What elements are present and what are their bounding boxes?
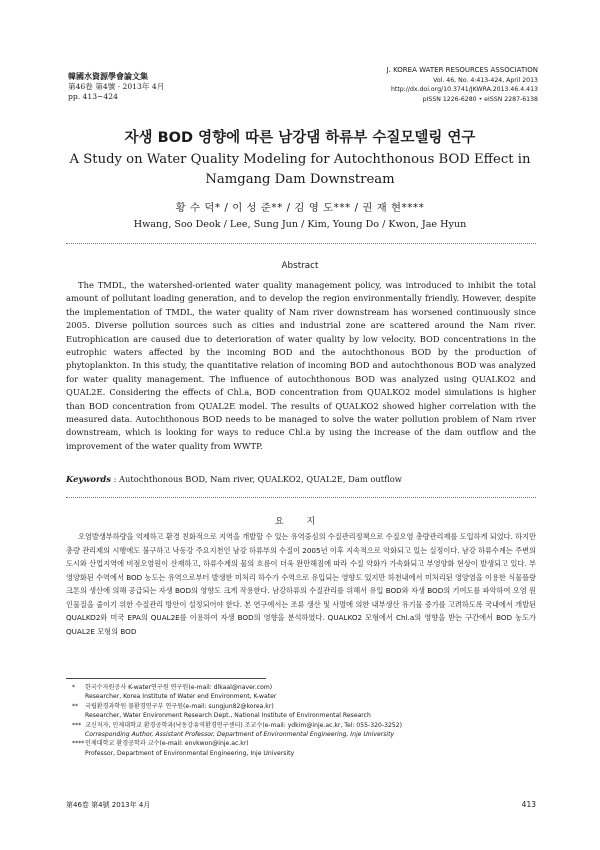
page-range: pp. 413~424 (68, 92, 118, 101)
top-divider (66, 243, 536, 244)
journal-name-english: J. KOREA WATER RESOURCES ASSOCIATION (386, 66, 538, 74)
footnote-english: Professor, Department of Environmental Engineering, Inje University (85, 749, 295, 757)
mid-divider (66, 497, 536, 498)
authors-english: Hwang, Soo Deok / Lee, Sung Jun / Kim, Young Do / Kwon, Jae Hyun (133, 219, 467, 230)
page-number: 413 (521, 800, 536, 809)
doi-link[interactable]: http://dx.doi.org/10.3741/JKWRA.2013.46.4.413 (390, 86, 538, 94)
header-right (387, 66, 538, 104)
footnote-mark: **** (72, 740, 85, 748)
abstract-heading: Abstract (281, 261, 319, 271)
keywords (66, 474, 536, 484)
journal-name-korean: 韓國水資源學會論文集 (68, 71, 148, 81)
title-korean: 자생 BOD 영향에 따른 남강댐 하류부 수질모델링 연구 (124, 130, 476, 146)
footnotes (72, 683, 542, 758)
footnote (72, 721, 542, 740)
footnote (72, 702, 542, 721)
footnote-korean: 인제대학교 환경공학과 교수(e-mail: envkwon@inje.ac.kr) (85, 740, 249, 748)
title-english: A Study on Water Quality Modeling for Autochthonous BOD Effect in Namgang Dam Downstream (69, 152, 531, 187)
footnote-english: Researcher, Water Environment Research Dept., National Institute of Environmental Research (85, 712, 371, 720)
footnote-divider (66, 678, 266, 679)
keywords-list: Autochthonous BOD, Nam river, QUALKO2, QUAL2E, Dam outflow (119, 474, 402, 484)
footnote-mark: * (72, 684, 76, 691)
footnote-english: Corresponding Author, Assistant Professor, Department of Environmental Engineering, Inje University (85, 731, 395, 739)
authors-korean: 황 수 덕* / 이 성 준** / 김 영 도*** / 권 재 현**** (175, 202, 425, 214)
volume-info: Vol. 46, No. 4:413-424, April 2013 (433, 76, 538, 84)
footnote-korean: 국립환경과학원 물환경연구부 연구원(e-mail: sungjun82@korea.kr) (85, 702, 274, 710)
footnote-mark: ** (72, 702, 79, 710)
issue-info: 第46卷 第4號 · 2013年 4月 (68, 81, 165, 91)
issn-info: pISSN 1226-6280 • eISSN 2287-6138 (422, 95, 538, 103)
footnote-mark: *** (72, 721, 82, 729)
header-left (68, 71, 164, 103)
footnote-korean: 교신저자, 인제대학교 환경공학과(낙동강유역환경연구센터) 조교수(e-mail: ydkim@inje.ac.kr, Tel: 055-320-3252) (85, 721, 402, 729)
korean-abstract-heading: 요 지 (274, 517, 326, 527)
abstract-text: The TMDL, the watershed-oriented water quality management policy, was introduced to inhibit the total amount of pollutant loading generation, and to develop the region environmentally friendly. However, despite the implementation of TMDL, the water quality of Nam river downstream has worsened continuously since 2005. Diverse pollution sources such as cities and industrial zone are scattered around the Nam river. Eutrophication are caused due to deterioration of water quality by low velocity. BOD concentrations in the eutrophic waters affected by the incoming BOD and the autochthonous BOD by the production of phytoplankton. In this study, the quantitative relation of incoming BOD and autochthonous BOD was analyzed for water quality management. The influence of autochthonous BOD was analyzed using QUALKO2 and QUAL2E. Considering the effects of Chl.a, BOD concentration from QUALKO2 model simulations is higher than BOD concentration from QUAL2E model. The results of QUALKO2 showed higher correlation with the measured data. Autochthonous BOD needs to be managed to solve the water pollution problem of Nam river downstream, which is looking for ways to reduce Chl.a by using the increase of the dam outflow and the improvement of the water quality from WWTP. (66, 280, 536, 451)
footnote-korean: 한국수자원공사 K-water연구원 연구원(e-mail: dlkaal@naver.com) (85, 684, 273, 691)
keywords-separator: : (113, 474, 120, 484)
footnote (72, 683, 542, 702)
footnote-english: Researcher, Korea Institute of Water end Environment, K-water (85, 693, 277, 701)
keywords-label: Keywords (66, 474, 111, 484)
korean-abstract-text: 오염발생부하량을 억제하고 환경 친화적으로 지역을 개발할 수 있는 유역중심의 수질관리정책으로 수질오염 총량관리제를 도입하게 되었다. 하지만 총량 관리제의 시행에도 불구하고 낙동강 주요지천인 남강 하류부의 수질이 2005년 이후 지속적으로 악화되고 있는 실정이다. 남강 하류수계는 주변의 도시와 산업지역에 비점오염원이 산재하고, 하류수계의 물의 흐름이 더욱 완만해짐에 따라 수질 악화가 가속화되고 부영양화 현상이 발생되고 있다. 부영양화된 수역에서 BOD 농도는 유역으로부터 발생한 미처리 하수가 수역으로 유입되는 영향도 있지만 하천내에서 미처리된 영양염을 이용한 식물플랑크톤의 생산에 의해 공급되는 자생 BOD의 영향도 크게 작용한다. 남강하류의 수질관리를 위해서 유입 BOD와 자생 BOD의 기여도를 파악하여 오염 원인물질을 줄이기 위한 수질관리 방안이 설정되어야 한다. 본 연구에서는 조류 생산 및 사멸에 의한 내부생산 유기물 증가를 고려하도록 국내에서 개발된 QUALKO2와 미국 EPA의 QUAL2E를 이용하여 자생 BOD의 영향을 분석하였다. QUALKO2 모형에서 Chl.a의 영향을 받는 구간에서 BOD 농도가 QUAL2E 모형의 BOD (66, 532, 536, 636)
footnote (72, 739, 542, 758)
footer-issue: 第46卷 第4號 2013年 4月 (66, 801, 151, 809)
